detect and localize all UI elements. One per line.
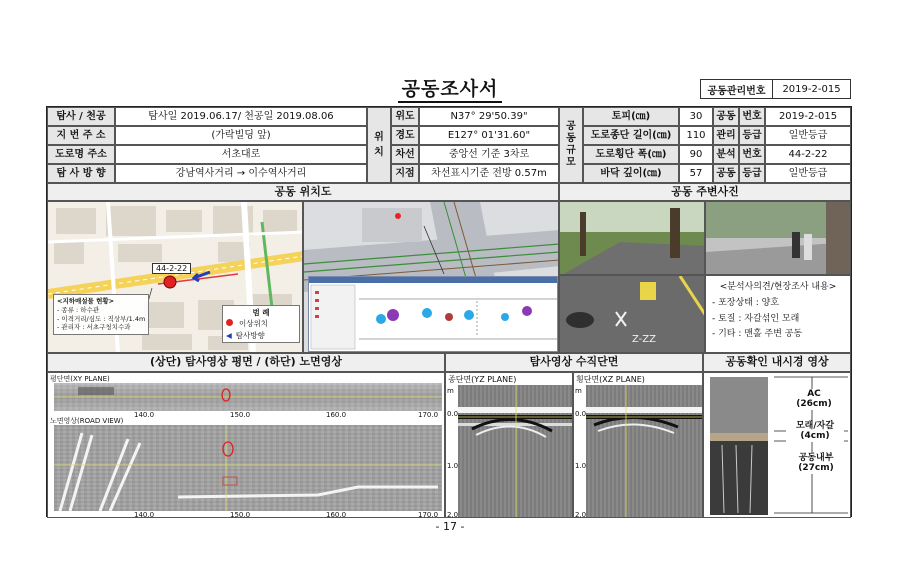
management-number-box bbox=[700, 79, 851, 99]
photo-road-surface bbox=[559, 275, 705, 353]
utility-legend-line: - 이격거리/심도 : 직상부/1.4m bbox=[57, 314, 146, 323]
management-number-label: 공동관리번호 bbox=[701, 80, 773, 98]
location-value: 차선표시기준 전방 0.57m bbox=[419, 164, 559, 183]
scale-value: 90 bbox=[679, 145, 713, 164]
depth-tick: 2.0 bbox=[575, 511, 587, 518]
yz-radargram bbox=[446, 373, 573, 518]
analysis-notes bbox=[705, 275, 851, 353]
location-label: 지점 bbox=[391, 164, 419, 183]
scale-label: 도로횡단 폭(㎝) bbox=[583, 145, 679, 164]
plan-tick: 160.0 bbox=[326, 411, 347, 419]
cavity-key: 번호 bbox=[739, 145, 765, 164]
cavity-key: 번호 bbox=[739, 107, 765, 126]
gpr-plan-panel bbox=[47, 372, 445, 518]
depth-tick: 1.0 bbox=[575, 462, 587, 470]
yz-label: 종단면(YZ PLANE) bbox=[448, 375, 517, 384]
info-value: (가락빌딩 앞) bbox=[115, 126, 367, 145]
location-value: N37° 29'50.39" bbox=[419, 107, 559, 126]
svg-text:Z-ZZ: Z-ZZ bbox=[632, 334, 656, 345]
info-label: 탐 사 방 향 bbox=[47, 164, 115, 183]
road-tick: 170.0 bbox=[418, 511, 439, 518]
info-value: 강남역사거리 → 이수역사거리 bbox=[115, 164, 367, 183]
analysis-title: <분석사의견/현장조사 내용> bbox=[719, 282, 837, 292]
map-legend bbox=[222, 305, 300, 343]
road-tick: 160.0 bbox=[326, 511, 347, 518]
gravel-layer-label: 모래/자갈 (4cm) bbox=[786, 421, 844, 442]
legend-item: 탐사방향 bbox=[235, 330, 265, 340]
plan-label: 평단면(XY PLANE) bbox=[50, 375, 110, 383]
cavity-key: 공동 bbox=[713, 164, 739, 183]
location-label: 경도 bbox=[391, 126, 419, 145]
plan-tick: 150.0 bbox=[230, 411, 251, 419]
page-number: - 17 - bbox=[435, 520, 465, 533]
depth-tick: 0.0 bbox=[447, 410, 459, 418]
scale-value: 30 bbox=[679, 107, 713, 126]
utility-legend-box bbox=[53, 294, 149, 335]
legend-item: 이상위치 bbox=[239, 319, 268, 329]
depth-tick: 0.0 bbox=[575, 410, 587, 418]
cavity-key: 등급 bbox=[739, 126, 765, 145]
gpr-xz-section bbox=[573, 372, 703, 518]
road-view-label: 노면영상(ROAD VIEW) bbox=[50, 417, 124, 425]
scale-label: 도로종단 길이(㎝) bbox=[583, 126, 679, 145]
depth-unit: m bbox=[575, 387, 582, 395]
utility-legend-line: - 관리자 : 서초구청치수과 bbox=[57, 323, 131, 332]
cavity-value: 일반등급 bbox=[765, 126, 851, 145]
location-label: 차선 bbox=[391, 145, 419, 164]
cavity-layer-label: 공동내부 (27cm) bbox=[788, 453, 844, 474]
info-value: 탐사일 2019.06.17/ 천공일 2019.08.06 bbox=[115, 107, 367, 126]
plan-tick: 140.0 bbox=[134, 411, 155, 419]
photo-street-left bbox=[559, 201, 705, 275]
info-value: 서초대로 bbox=[115, 145, 367, 164]
viewer-plot bbox=[309, 283, 559, 353]
location-value: 중앙선 기준 3차로 bbox=[419, 145, 559, 164]
info-label: 도로명 주소 bbox=[47, 145, 115, 164]
scale-value: 110 bbox=[679, 126, 713, 145]
scale-label: 바닥 깊이(㎝) bbox=[583, 164, 679, 183]
location-header: 위 치 bbox=[367, 107, 391, 183]
cavity-key: 공동 bbox=[713, 107, 739, 126]
street-map bbox=[47, 201, 303, 353]
gis-view bbox=[303, 201, 559, 353]
analysis-item: - 기타 : 맨홀 주변 공동 bbox=[712, 329, 803, 340]
info-label: 지 번 주 소 bbox=[47, 126, 115, 145]
photo-street-right bbox=[705, 201, 851, 275]
cavity-value: 2019-2-015 bbox=[765, 107, 851, 126]
analysis-item: - 토질 : 자갈섞인 모래 bbox=[712, 313, 800, 324]
cavity-value: 44-2-22 bbox=[765, 145, 851, 164]
anomaly-dot-icon bbox=[226, 319, 233, 326]
road-tick: 140.0 bbox=[134, 511, 155, 518]
borescope-header: 공동확인 내시경 영상 bbox=[703, 353, 851, 372]
depth-tick: 2.0 bbox=[447, 511, 459, 518]
arrow-left-icon: ◀ bbox=[226, 330, 232, 340]
depth-tick: 1.0 bbox=[447, 462, 459, 470]
utility-legend-title: <지하매설물 현황> bbox=[57, 297, 115, 305]
utility-legend-line: - 종류 : 하수관 bbox=[57, 305, 100, 314]
cavity-key: 관리 bbox=[713, 126, 739, 145]
borescope-panel bbox=[703, 372, 851, 518]
gpr-section-header: 탐사영상 수직단면 bbox=[445, 353, 703, 372]
depth-unit: m bbox=[447, 387, 454, 395]
gpr-yz-section bbox=[445, 372, 573, 518]
scale-label: 토피(㎝) bbox=[583, 107, 679, 126]
plan-tick: 170.0 bbox=[418, 411, 439, 419]
management-number-value: 2019-2-015 bbox=[782, 83, 841, 95]
cavity-value: 일반등급 bbox=[765, 164, 851, 183]
scale-value: 57 bbox=[679, 164, 713, 183]
analysis-item: - 포장상태 : 양호 bbox=[712, 297, 780, 308]
info-label: 탐사 / 천공 bbox=[47, 107, 115, 126]
location-map-header: 공동 위치도 bbox=[47, 183, 559, 201]
cavity-3d-viewer bbox=[308, 276, 558, 352]
cavity-key: 분석 bbox=[713, 145, 739, 164]
location-value: E127° 01'31.60" bbox=[419, 126, 559, 145]
map-marker-label: 44-2-22 bbox=[152, 263, 191, 274]
road-tick: 150.0 bbox=[230, 511, 251, 518]
cavity-key: 등급 bbox=[739, 164, 765, 183]
location-label: 위도 bbox=[391, 107, 419, 126]
survey-sheet bbox=[46, 106, 852, 517]
gpr-plan-graphic bbox=[48, 373, 445, 518]
photos-header: 공동 주변사진 bbox=[559, 183, 851, 201]
document-title: 공동조사서 bbox=[0, 74, 900, 101]
xz-label: 횡단면(XZ PLANE) bbox=[576, 375, 645, 384]
ac-layer-label: AC (26cm) bbox=[792, 389, 836, 410]
map-legend-title: 범 례 bbox=[252, 308, 270, 317]
gpr-plan-header: (상단) 탐사영상 평면 / (하단) 노면영상 bbox=[47, 353, 445, 372]
scale-header: 공 동 규 모 bbox=[559, 107, 583, 183]
xz-radargram bbox=[574, 373, 703, 518]
